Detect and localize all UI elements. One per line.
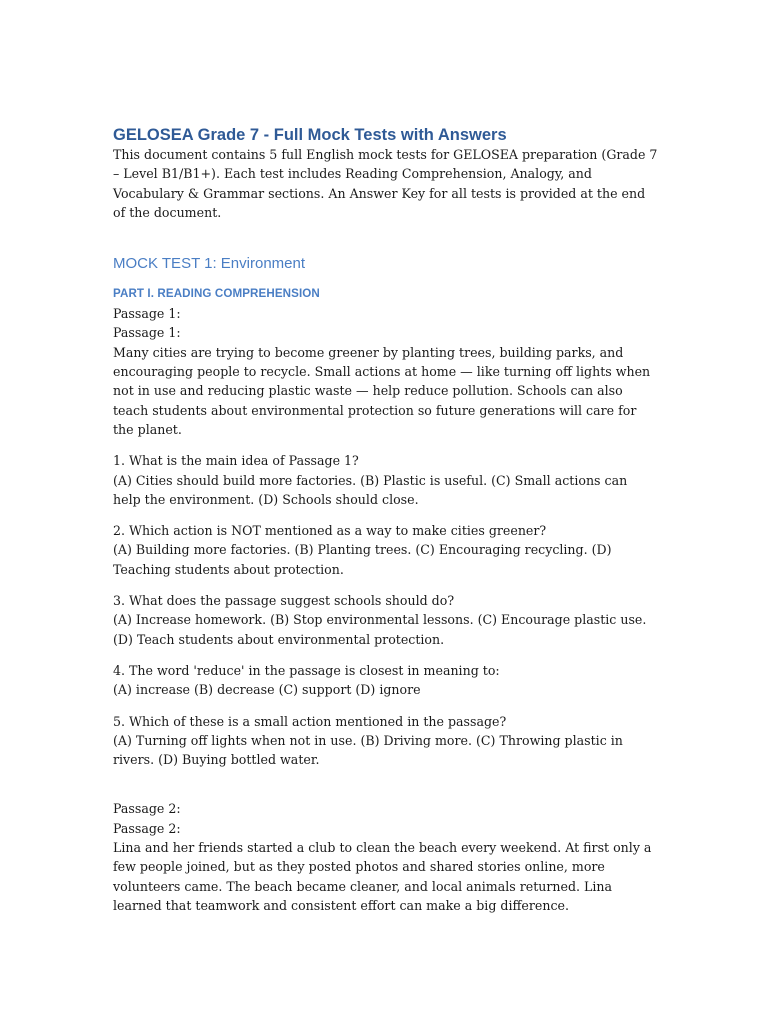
passage-1-label-repeat: Passage 1: [113, 325, 181, 341]
question-options: (A) Increase homework. (B) Stop environmental lessons. (C) Encourage plastic use. (D) Teach students about environmental protection. [113, 612, 647, 647]
mock-test-1-title: MOCK TEST 1: Environment [113, 255, 306, 273]
question-options: (A) increase (B) decrease (C) support (D) ignore [113, 682, 421, 698]
question-1 [113, 451, 658, 509]
question-stem: 1. What is the main idea of Passage 1? [113, 453, 359, 469]
document-page [113, 124, 658, 915]
passage-2 [113, 799, 658, 915]
question-4 [113, 661, 658, 700]
question-options: (A) Building more factories. (B) Planting trees. (C) Encouraging recycling. (D) Teaching students about protection. [113, 542, 612, 577]
question-stem: 5. Which of these is a small action mentioned in the passage? [113, 713, 507, 729]
passage-2-text: Lina and her friends started a club to clean the beach every weekend. At first only a few people joined, but as they posted photos and shared stories online, more volunteers came. The beach became cleaner, and local animals returned. Lina learned that teamwork and consistent effort can make a big difference. [113, 840, 652, 913]
passage-1-label: Passage 1: [113, 306, 181, 322]
question-2 [113, 521, 658, 579]
question-options: (A) Turning off lights when not in use. (B) Driving more. (C) Throwing plastic in rivers. (D) Buying bottled water. [113, 732, 623, 768]
question-5 [113, 712, 658, 770]
passage-1 [113, 304, 658, 439]
question-options: (A) Cities should build more factories. (B) Plastic is useful. (C) Small actions can help the environment. (D) Schools should close. [113, 472, 628, 507]
document-title: GELOSEA Grade 7 - Full Mock Tests with Answers [113, 126, 507, 144]
question-3 [113, 591, 658, 649]
question-stem: 2. Which action is NOT mentioned as a way to make cities greener? [113, 523, 547, 539]
question-stem: 4. The word 'reduce' in the passage is closest in meaning to: [113, 662, 500, 678]
question-stem: 3. What does the passage suggest schools should do? [113, 593, 455, 609]
passage-1-text: Many cities are trying to become greener by planting trees, building parks, and encouraging people to recycle. Small actions at home — like turning off lights when not in use and reducing plastic waste — help reduce pollution. Schools can also teach students about environmental protection so future generations will care for the planet. [113, 344, 651, 437]
part-1-title: PART I. READING COMPREHENSION [113, 287, 320, 301]
document-intro: This document contains 5 full English mock tests for GELOSEA preparation (Grade 7 – Level B1/B1+). Each test includes Reading Comprehension, Analogy, and Vocabulary & Grammar sections. An Answer Key for all tests is provided at the end of the document. [113, 147, 658, 220]
passage-2-label: Passage 2: [113, 801, 181, 817]
passage-2-label-repeat: Passage 2: [113, 820, 181, 836]
